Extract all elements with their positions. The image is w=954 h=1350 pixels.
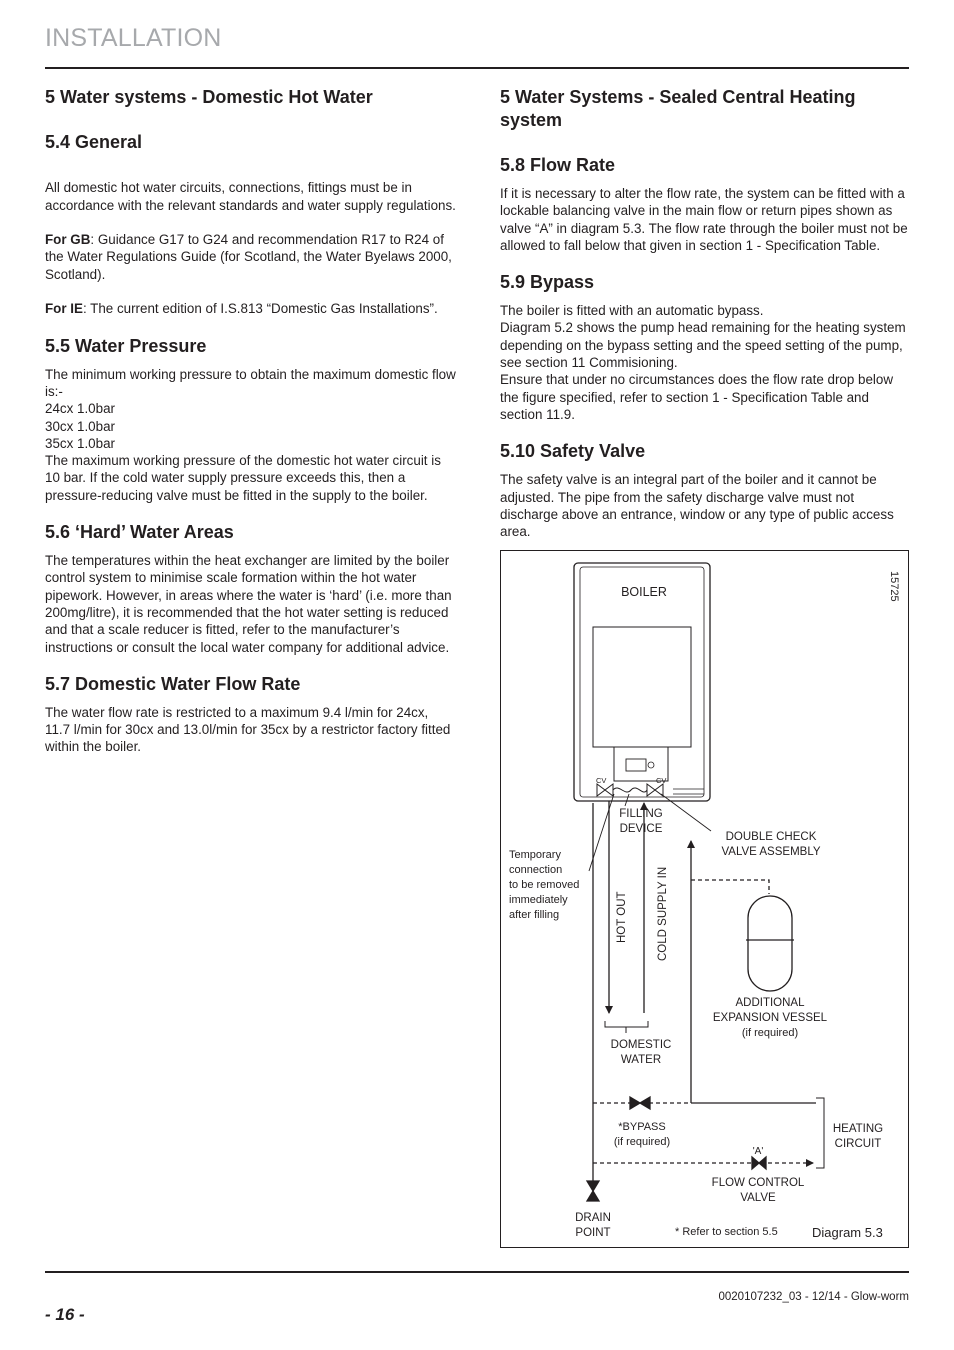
paragraph-5-9: The boiler is fitted with an automatic bypass. Diagram 5.2 shows the pump head remaining for the heating system depending on the bypass setting and the speed setting of the pump, see section 11 Commisioning. Ensure that under no circumstances does the flow rate drop below the figure specified, refer to section 1 - Specification Table and section 11.9. <box>500 303 906 422</box>
domestic-line2: WATER <box>620 1054 662 1066</box>
page-number: - 16 - <box>45 1305 85 1324</box>
flow-control-valve <box>752 1157 766 1169</box>
expansion-line2: EXPANSION VESSEL <box>712 1012 828 1024</box>
paragraph-5-10: The safety valve is an integral part of the boiler and it cannot be adjusted. The pipe from the safety discharge valve must not discharge above an entrance, window or any type of public access area. <box>500 472 894 540</box>
temporary-line3: to be removed <box>509 879 580 891</box>
heating-line2: CIRCUIT <box>834 1138 882 1150</box>
gb-text: : Guidance G17 to G24 and recommendation R17 to R24 of the Water Regulations Guide (for Scotland, the Water Byelaws 2000, Scotland). <box>45 232 452 282</box>
drain-line1: DRAIN <box>575 1212 611 1224</box>
section-title-dhw: 5 Water systems - Domestic Hot Water <box>45 87 373 107</box>
boiler-label: BOILER <box>621 585 667 599</box>
diagram-5-3 <box>500 550 909 1248</box>
right-column <box>500 86 910 557</box>
domestic-line1: DOMESTIC <box>610 1039 672 1051</box>
heating-line1: HEATING <box>832 1123 884 1135</box>
gb-label: For GB <box>45 232 91 248</box>
temporary-line2: connection <box>509 864 563 876</box>
filling-device-line2: DEVICE <box>619 823 663 835</box>
drain-valve <box>587 1181 599 1201</box>
flow-control-line1: FLOW CONTROL <box>711 1177 805 1189</box>
header-rule <box>45 67 909 69</box>
heading-5-4: 5.4 General <box>45 132 143 152</box>
heading-5-8: 5.8 Flow Rate <box>500 155 616 175</box>
document-reference: 0020107232_03 - 12/14 - Glow-worm <box>718 1291 909 1303</box>
ie-text: : The current edition of I.S.813 “Domestic Gas Installations”. <box>82 301 438 317</box>
ie-label: For IE <box>45 301 83 317</box>
paragraph-5-4 <box>45 162 457 318</box>
drain-line2: POINT <box>575 1227 611 1239</box>
cv-right-label: CV <box>656 776 667 785</box>
paragraph-5-6: The temperatures within the heat exchanger are limited by the boiler control system to minimise scale formation within the hot water pipework. However, in areas where the water is ‘hard’ (i.e. more than 200mg/litre), it is recommended that the hot water setting is reduced and that a scale reducer is fitted, refer to the manufacturer’s instructions or consult the local water company for additional advice. <box>45 553 452 655</box>
page-title: INSTALLATION <box>45 24 222 52</box>
heading-5-10: 5.10 Safety Valve <box>500 441 646 462</box>
filling-device-line1: FILLING <box>619 808 663 820</box>
filling-loop <box>613 788 647 792</box>
right-check-valve <box>647 784 663 796</box>
footer-rule <box>45 1271 909 1273</box>
section-title-heating: 5 Water Systems - Sealed Central Heating system <box>500 87 856 130</box>
bypass-line2: (if required) <box>613 1136 671 1148</box>
temporary-line5: after filling <box>509 909 560 921</box>
plumbing-schematic <box>501 551 908 1247</box>
double-check-line1: DOUBLE CHECK <box>725 831 817 843</box>
cold-supply-label: COLD SUPPLY IN <box>657 866 669 961</box>
diagram-ref-code: 15725 <box>888 571 900 602</box>
left-check-valve <box>597 784 613 796</box>
expansion-line3: (if required) <box>741 1027 799 1039</box>
double-check-line2: VALVE ASSEMBLY <box>721 846 821 858</box>
heading-5-5: 5.5 Water Pressure <box>45 335 207 356</box>
paragraph-5-5: The minimum working pressure to obtain the maximum domestic flow is:- 24cx 1.0bar 30cx 1.0bar 35cx 1.0bar The maximum working pressure of the domestic hot water circuit is 10 bar. If the cold water supply pressure exceeds this, then a pressure-reducing valve must be fitted in the supply to the boiler. <box>45 366 456 503</box>
expansion-line1: ADDITIONAL <box>735 997 805 1009</box>
refer-note: * Refer to section 5.5 <box>675 1226 778 1238</box>
cv-left-label: CV <box>596 776 607 785</box>
hot-out-label: HOT OUT <box>616 891 628 943</box>
valve-a-label: 'A' <box>752 1146 764 1157</box>
heading-5-9: 5.9 Bypass <box>500 272 595 293</box>
flow-control-line2: VALVE <box>740 1192 776 1204</box>
general-text: All domestic hot water circuits, connections, fittings must be in accordance with the relevant standards and water supply regulations. <box>45 180 456 213</box>
temporary-line4: immediately <box>509 894 568 906</box>
heading-5-6: 5.6 ‘Hard’ Water Areas <box>45 522 234 543</box>
expansion-vessel <box>748 896 792 991</box>
left-column <box>45 86 457 773</box>
paragraph-5-7: The water flow rate is restricted to a maximum 9.4 l/min for 24cx, 11.7 l/min for 30cx and 13.0l/min for 35cx by a restrictor factory fitted within the boiler. <box>45 704 451 755</box>
paragraph-5-8: If it is necessary to alter the flow rate, the system can be fitted with a lockable balancing valve in the main flow or return pipes shown as valve “A” in diagram 5.3. The flow rate through the boiler must not be allowed to fall below that given in section 1 - Specification Table. <box>500 186 908 253</box>
bypass-line1: *BYPASS <box>618 1121 666 1133</box>
temporary-line1: Temporary <box>509 849 561 861</box>
diagram-caption: Diagram 5.3 <box>812 1225 883 1240</box>
heading-5-7: 5.7 Domestic Water Flow Rate <box>45 673 301 694</box>
bypass-valve <box>630 1097 650 1109</box>
